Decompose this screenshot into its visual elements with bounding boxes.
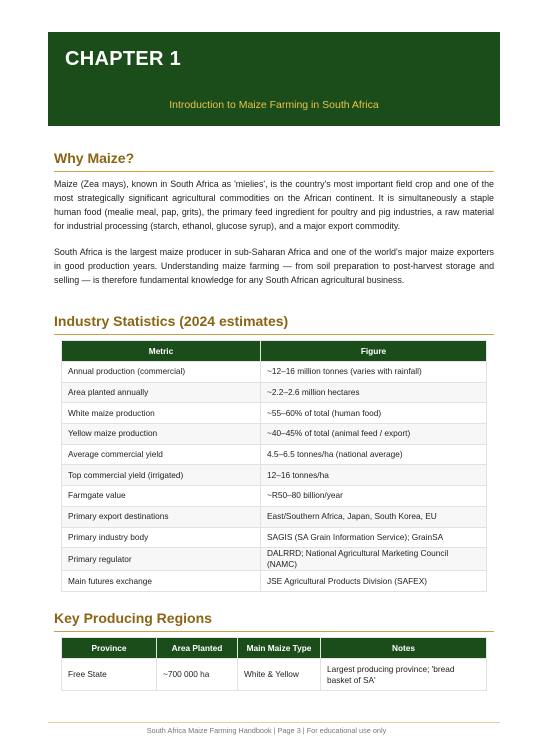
cell-metric: Average commercial yield	[62, 444, 261, 465]
cell-area: ~700 000 ha	[157, 659, 238, 691]
table-row	[62, 486, 487, 507]
cell-metric: White maize production	[62, 403, 261, 424]
table-row	[62, 548, 487, 571]
producing-regions-table	[61, 637, 487, 691]
cell-metric: Top commercial yield (irrigated)	[62, 465, 261, 486]
cell-figure: 4.5–6.5 tonnes/ha (national average)	[261, 444, 487, 465]
table-row	[62, 571, 487, 592]
section-heading-industry-statistics: Industry Statistics (2024 estimates)	[54, 313, 494, 335]
cell-metric: Yellow maize production	[62, 424, 261, 445]
cell-figure: ~2.2–2.6 million hectares	[261, 382, 487, 403]
producing-regions-body	[62, 659, 487, 691]
table-row	[62, 659, 487, 691]
column-header-main-maize-type: Main Maize Type	[238, 638, 321, 659]
paragraph-why-maize-1: Maize (Zea mays), known in South Africa as 'mielies', is the country's most important field crop and one of the most strategically significant agricultural commodities on the African continent. It is simultaneously a staple human food (mealie meal, pap, grits), the primary feed ingredient for poultry and pig industries, a raw material for industrial processing (starch, ethanol, glucose syrup), and a major export commodity.	[54, 179, 494, 231]
column-header-notes: Notes	[321, 638, 487, 659]
table-row	[62, 382, 487, 403]
cell-figure: JSE Agricultural Products Division (SAFEX)	[261, 571, 487, 592]
cell-metric: Primary export destinations	[62, 506, 261, 527]
chapter-subtitle: Introduction to Maize Farming in South Africa	[169, 99, 379, 111]
cell-metric: Annual production (commercial)	[62, 362, 261, 383]
cell-figure: DALRRD; National Agricultural Marketing Council (NAMC)	[261, 548, 487, 571]
chapter-title: CHAPTER 1	[65, 48, 182, 70]
page-footer: South Africa Maize Farming Handbook | Page 3 | For educational use only	[146, 726, 387, 735]
column-header-area-planted: Area Planted	[157, 638, 238, 659]
cell-figure: ~R50–80 billion/year	[261, 486, 487, 507]
cell-notes: Largest producing province; 'bread basket of SA'	[321, 659, 487, 691]
cell-figure: ~12–16 million tonnes (varies with rainfall)	[261, 362, 487, 383]
footer-divider	[48, 722, 500, 723]
cell-metric: Primary industry body	[62, 527, 261, 548]
cell-figure: 12–16 tonnes/ha	[261, 465, 487, 486]
paragraph-why-maize-2: South Africa is the largest maize producer in sub-Saharan Africa and one of the world's major maize exporters in good production years. Understanding maize farming — from soil preparation to post-harvest storage and selling — is therefore fundamental knowledge for any South African agricultural business.	[54, 247, 494, 285]
cell-type: White & Yellow	[238, 659, 321, 691]
cell-metric: Farmgate value	[62, 486, 261, 507]
table-row	[62, 506, 487, 527]
column-header-metric: Metric	[62, 341, 261, 362]
table-row	[62, 362, 487, 383]
column-header-figure: Figure	[261, 341, 487, 362]
cell-metric: Main futures exchange	[62, 571, 261, 592]
industry-statistics-body	[62, 362, 487, 592]
cell-figure: ~55–60% of total (human food)	[261, 403, 487, 424]
cell-figure: ~40–45% of total (animal feed / export)	[261, 424, 487, 445]
chapter-banner	[48, 32, 500, 126]
table-row	[62, 444, 487, 465]
table-row	[62, 403, 487, 424]
table-row	[62, 424, 487, 445]
table-row	[62, 527, 487, 548]
cell-province: Free State	[62, 659, 157, 691]
table-header-row	[62, 638, 487, 659]
cell-metric: Area planted annually	[62, 382, 261, 403]
table-row	[62, 465, 487, 486]
industry-statistics-table	[61, 340, 487, 592]
cell-figure: East/Southern Africa, Japan, South Korea, EU	[261, 506, 487, 527]
table-header-row	[62, 341, 487, 362]
cell-metric: Primary regulator	[62, 548, 261, 571]
column-header-province: Province	[62, 638, 157, 659]
section-heading-why-maize: Why Maize?	[54, 150, 494, 172]
cell-figure: SAGIS (SA Grain Information Service); GrainSA	[261, 527, 487, 548]
section-heading-key-producing-regions: Key Producing Regions	[54, 610, 494, 632]
